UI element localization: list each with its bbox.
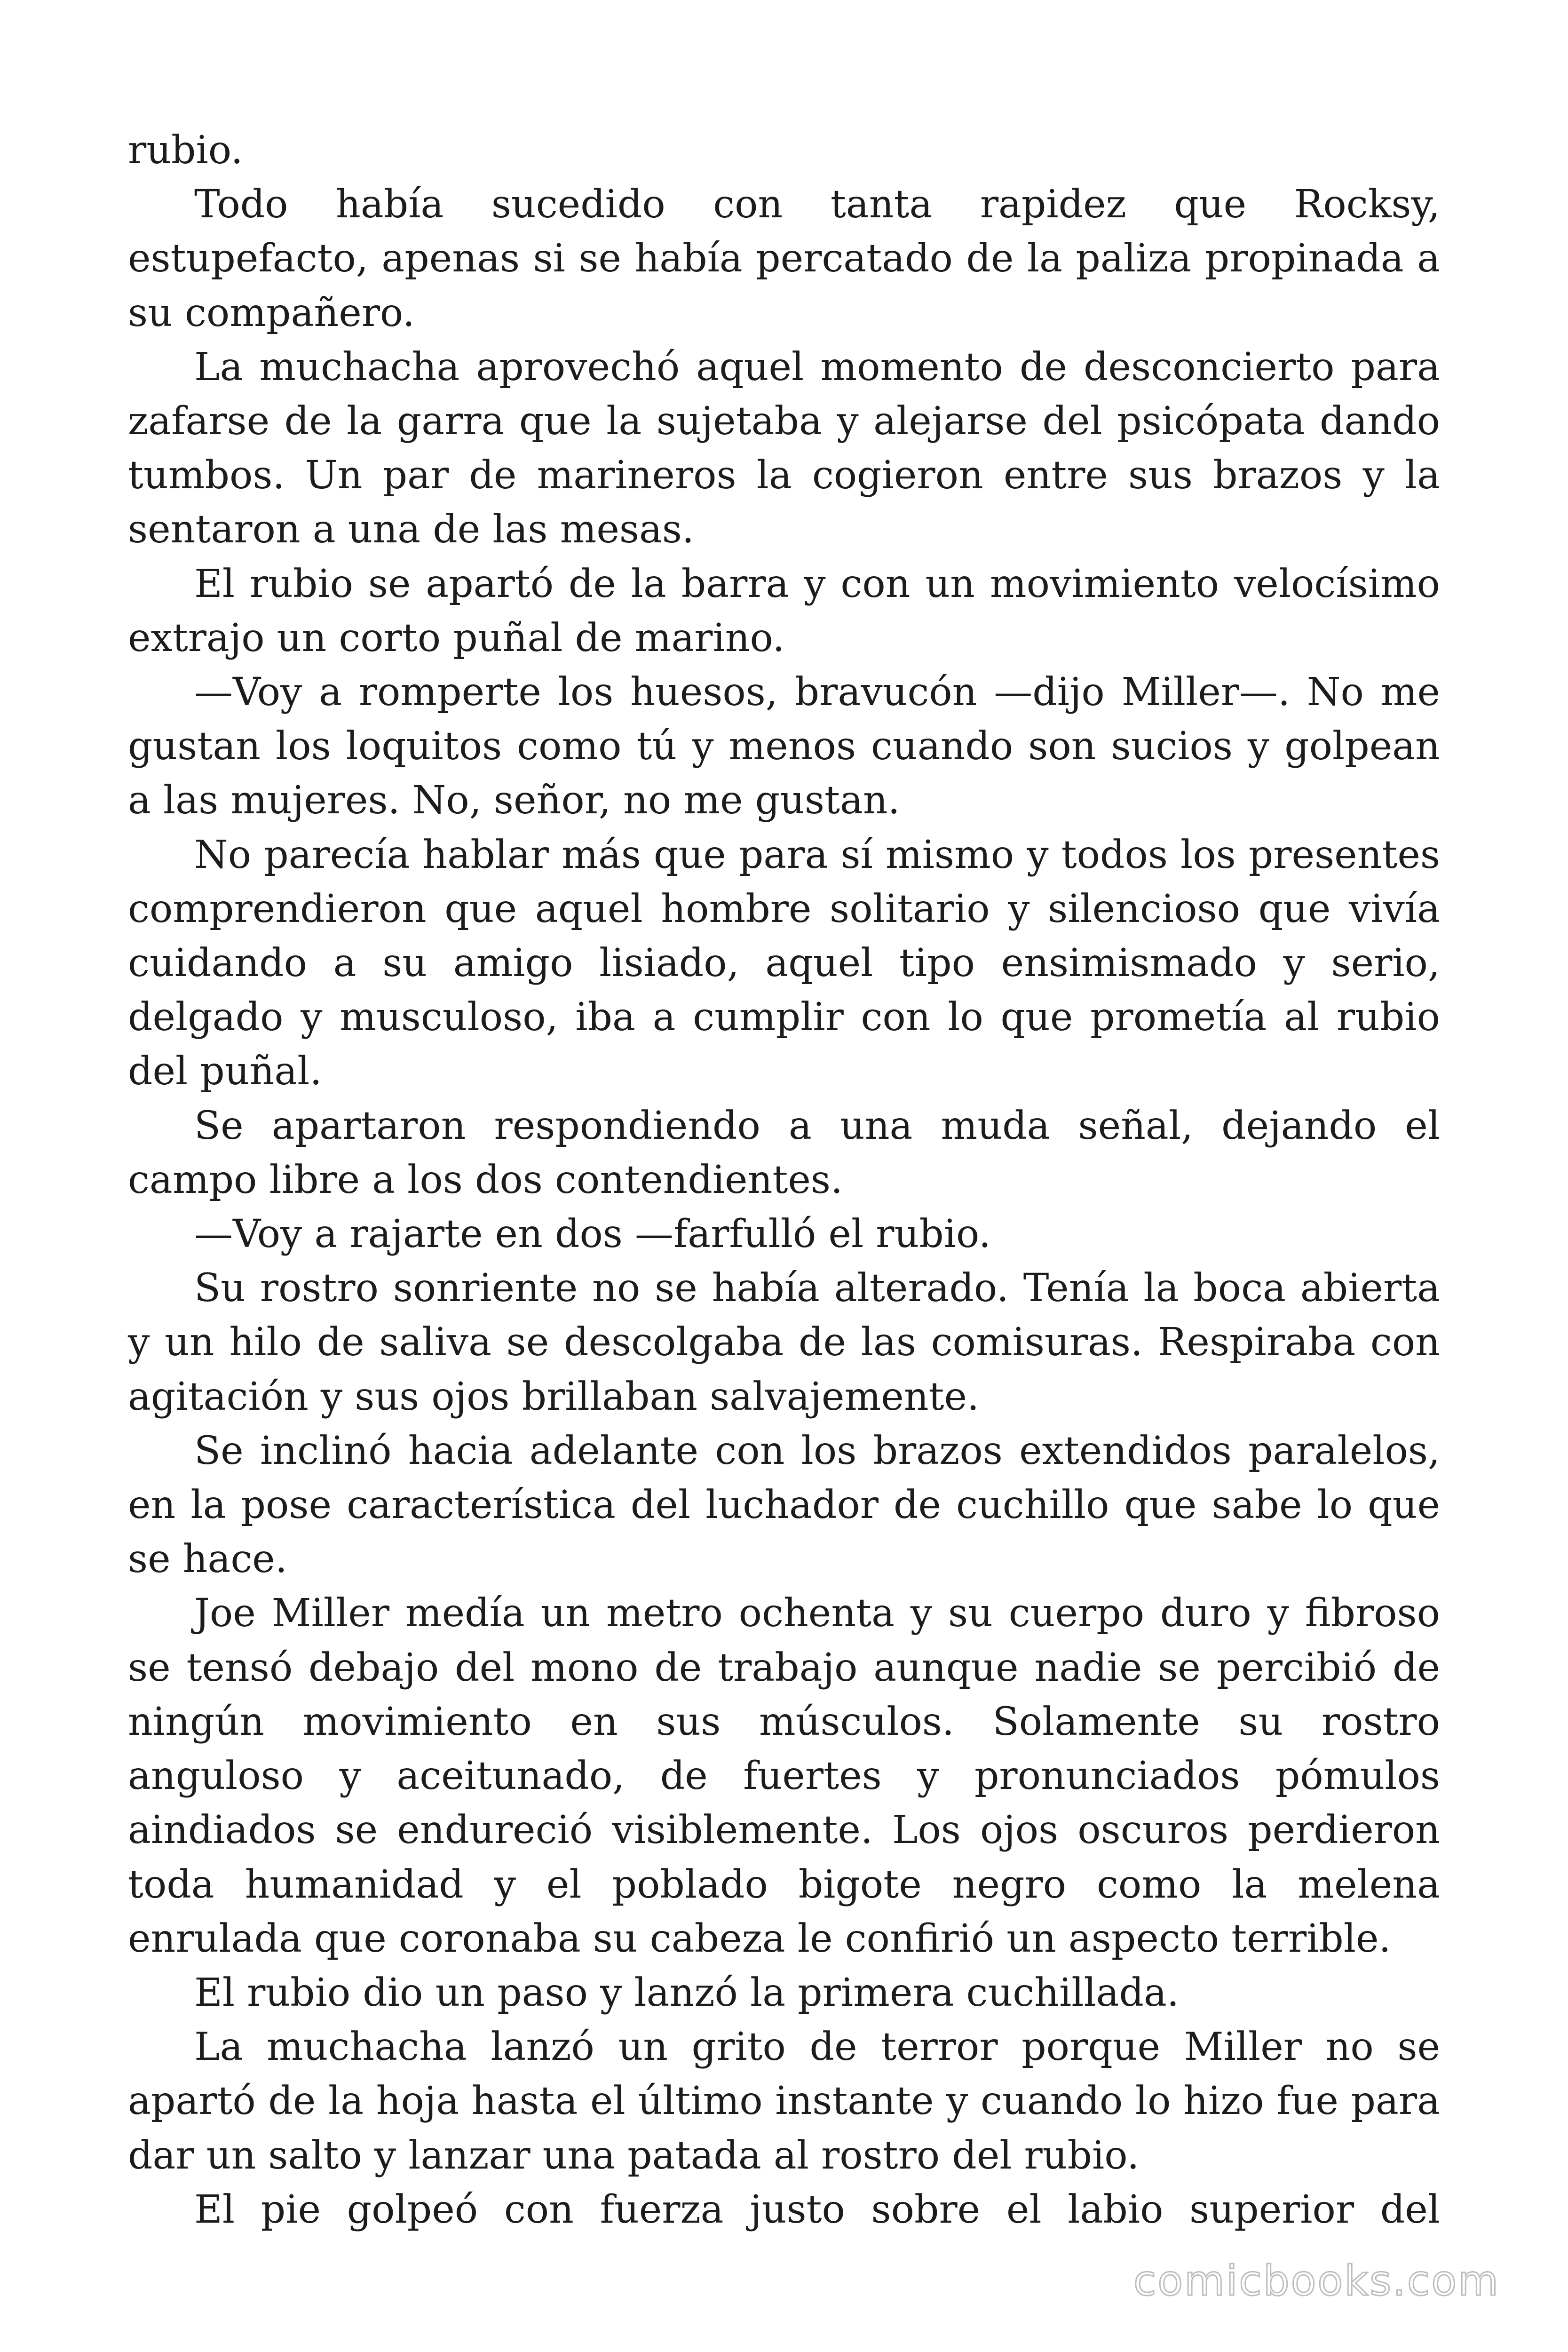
- paragraph: —Voy a romperte los huesos, bravucón —dijo Miller—. No me gustan los loquitos como tú y menos cuando son sucios y golpean a las mujeres. No, señor, no me gustan.: [128, 670, 1440, 823]
- paragraph: Se apartaron respondiendo a una muda señal, dejando el campo libre a los dos contendientes.: [128, 1103, 1440, 1202]
- site-watermark: comicbooks.com: [1133, 2257, 1500, 2305]
- paragraph: El rubio dio un paso y lanzó la primera cuchillada.: [194, 1970, 1180, 2015]
- paragraph: Se inclinó hacia adelante con los brazos extendidos paralelos, en la pose característica del luchador de cuchillo que sabe lo que se hace.: [128, 1428, 1440, 1582]
- paragraph: El rubio se apartó de la barra y con un movimiento velocísimo extrajo un corto puñal de marino.: [128, 561, 1440, 660]
- paragraph: rubio.: [128, 128, 243, 173]
- paragraph: La muchacha lanzó un grito de terror porque Miller no se apartó de la hoja hasta el último instante y cuando lo hizo fue para dar un salto y lanzar una patada al rostro del rubio.: [128, 2025, 1440, 2178]
- paragraph: Todo había sucedido con tanta rapidez que Rocksy, estupefacto, apenas si se había percatado de la paliza propinada a su compañero.: [128, 182, 1440, 335]
- paragraph: Joe Miller medía un metro ochenta y su cuerpo duro y fibroso se tensó debajo del mono de trabajo aunque nadie se percibió de ningún movimiento en sus músculos. Solamente su rostro anguloso y aceitunado, de fuertes y pronunciados pómulos aindiados se endureció visiblemente. Los ojos oscuros perdieron toda humanidad y el poblado bigote negro como la melena enrulada que coronaba su cabeza le confirió un aspecto terrible.: [128, 1591, 1440, 1961]
- paragraph: —Voy a rajarte en dos —farfulló el rubio.: [194, 1212, 991, 1257]
- paragraph: El pie golpeó con fuerza justo sobre el labio superior del: [194, 2187, 1440, 2232]
- book-page-text: [128, 123, 1440, 2237]
- paragraph: No parecía hablar más que para sí mismo y todos los presentes comprendieron que aquel hombre solitario y silencioso que vivía cuidando a su amigo lisiado, aquel tipo ensimismado y serio, delgado y musculoso, iba a cumplir con lo que prometía al rubio del puñal.: [128, 832, 1440, 1094]
- paragraph: La muchacha aprovechó aquel momento de desconcierto para zafarse de la garra que la sujetaba y alejarse del psicópata dando tumbos. Un par de marineros la cogieron entre sus brazos y la sentaron a una de las mesas.: [128, 344, 1440, 552]
- paragraph: Su rostro sonriente no se había alterado. Tenía la boca abierta y un hilo de saliva se descolgaba de las comisuras. Respiraba con agitación y sus ojos brillaban salvajemente.: [128, 1266, 1440, 1419]
